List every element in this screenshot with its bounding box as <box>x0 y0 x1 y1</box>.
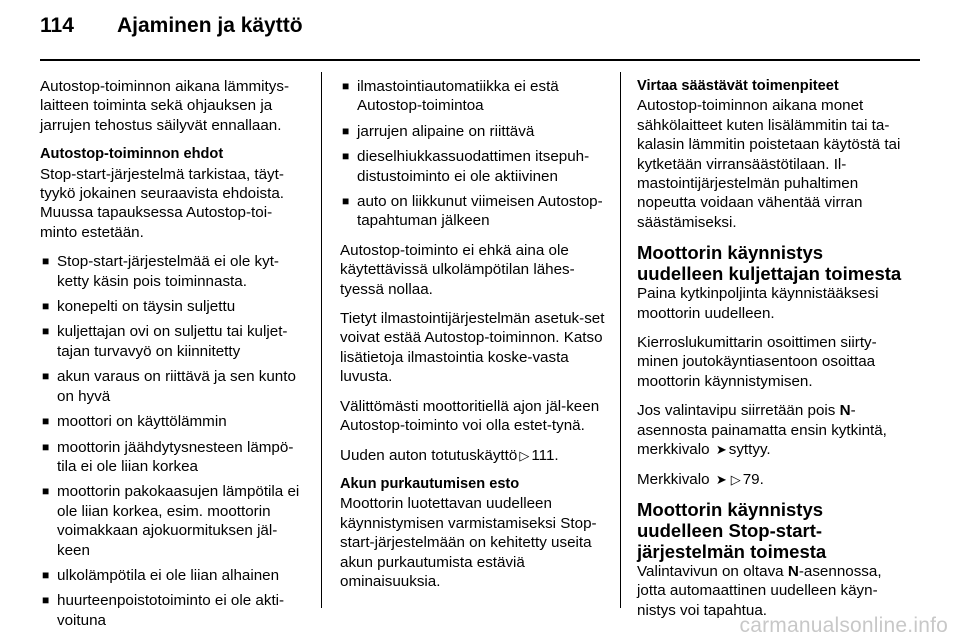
conditions-intro: Stop-start-järjestelmä tarkistaa, täyt-tyykö jokainen seuraavista ehdoista. Muussa tapauksessa Autostop-toi-minto estetään. <box>40 165 284 241</box>
saving-heading: Virtaa säästävät toimenpiteet <box>637 78 839 94</box>
restart-driver-p1: Paina kytkinpoljinta käynnistääksesi moottorin uudelleen. <box>637 285 879 322</box>
column-divider-1 <box>321 72 322 608</box>
bullet-icon: ■ <box>42 254 50 269</box>
auto-stop-indicator-icon: ➤ <box>715 471 727 487</box>
battery-heading: Akun purkautumisen esto <box>340 475 520 492</box>
list-item: ■ moottorin jäähdytysnesteen lämpö-tila ei ole liian korkea <box>42 438 294 475</box>
paragraph-climate: Tietyt ilmastointijärjestelmän asetuk-set voivat estää Autostop-toiminnon. Katso lisätietoja ilmastointia koske-vasta luvusta. <box>340 310 605 386</box>
list-item: ■ konepelti on täysin suljettu <box>42 298 236 316</box>
intro-paragraph: Autostop-toiminnon aikana lämmitys-laitteen toiminta sekä ohjauksen ja jarrujen tehostus säilyvät ennallaan. <box>40 78 290 134</box>
list-item: ■ Stop-start-järjestelmää ei ole kyt-ketty käsin pois toiminnasta. <box>42 253 279 290</box>
column-2 <box>340 77 608 601</box>
conditions-list <box>40 252 308 630</box>
conditions-list-continued <box>340 77 608 231</box>
watermark: carmanualsonline.info <box>739 614 948 637</box>
restart-driver-p3: Jos valintavipu siirretään pois N-asennosta painamatta ensin kytkintä, merkkivalo ➤ syttyy. <box>637 402 887 459</box>
list-item: ■ dieselhiukkassuodattimen itsepuh-distustoiminto ei ole aktiivinen <box>342 148 590 185</box>
bullet-icon: ■ <box>42 484 50 499</box>
restart-driver-p2: Kierroslukumittarin osoittimen siirty-minen joutokäyntiasentoon osoittaa moottorin käynnistymisen. <box>637 334 877 390</box>
list-item: ■ jarrujen alipaine on riittävä <box>342 122 535 140</box>
list-item: ■ ilmastointiautomatiikka ei estä Autostop-toimintoa <box>342 78 559 115</box>
restart-system-heading: Moottorin käynnistys uudelleen Stop-start-järjestelmän toimesta <box>637 498 827 562</box>
bullet-icon: ■ <box>42 324 50 339</box>
restart-driver-heading: Moottorin käynnistys uudelleen kuljettajan toimesta <box>637 242 902 285</box>
restart-system-paragraph: Valintavivun on oltava N-asennossa, jotta automaattinen uudelleen käyn-nistys voi tapahtua. <box>637 562 882 619</box>
page-header <box>40 14 303 50</box>
page-reference-link[interactable]: 111. <box>531 446 559 464</box>
restart-driver-p4: Merkkivalo ➤ ▷ 79. <box>637 470 764 488</box>
saving-paragraph: Autostop-toiminnon aikana monet sähkölaitteet kuten lisälämmitin tai ta-kalasin lämmitin poistetaan käytöstä tai kytketään virransäästötilaan. Il-mastointijärjestelmän puhaltimen nopeutta voidaan vähentää virran säästämiseksi. <box>637 97 901 231</box>
bullet-icon: ■ <box>342 79 350 93</box>
paragraph-highway: Välittömästi moottoritiellä ajon jäl-keen Autostop-toiminto voi olla estet-tynä. <box>340 397 600 435</box>
bullet-icon: ■ <box>42 299 50 314</box>
list-item: ■ moottorin pakokaasujen lämpötila ei ole liian korkea, esim. moottorin voimakkaan ajokuormituksen jäl-keen <box>42 483 300 559</box>
header-rule <box>40 59 920 61</box>
list-item: ■ huurteenpoistotoiminto ei ole akti-voituna <box>42 592 285 629</box>
column-3 <box>637 77 907 630</box>
list-item: ■ auto on liikkunut viimeisen Autostop-tapahtuman jälkeen <box>342 193 603 230</box>
chapter-title: Ajaminen ja käyttö <box>117 14 303 37</box>
bullet-icon: ■ <box>342 149 350 164</box>
list-item: ■ ulkolämpötila ei ole liian alhainen <box>42 566 280 584</box>
list-item: ■ kuljettajan ovi on suljettu tai kuljet-tajan turvavyö on kiinnitetty <box>42 323 288 360</box>
page-reference-icon: ▷ <box>519 447 530 463</box>
bullet-icon: ■ <box>42 439 50 454</box>
battery-paragraph: Moottorin luotettavan uudelleen käynnistymisen varmistamiseksi Stop-start-järjestelmään on kehitetty useita akun purkautumista estäviä ominaisuuksia. <box>340 495 597 590</box>
bullet-icon: ■ <box>42 369 50 384</box>
column-1 <box>40 77 308 640</box>
paragraph-break-in: Uuden auton totutuskäyttö ▷ 111. <box>340 446 559 464</box>
bullet-icon: ■ <box>42 593 50 608</box>
auto-stop-indicator-icon: ➤ <box>715 442 727 458</box>
conditions-heading: Autostop-toiminnon ehdot <box>40 146 224 163</box>
column-divider-2 <box>620 72 621 608</box>
list-item: ■ moottori on käyttölämmin <box>42 413 227 431</box>
page-number: 114 <box>40 14 74 37</box>
page-reference-link[interactable]: 79. <box>742 470 764 488</box>
list-item: ■ akun varaus on riittävä ja sen kunto on hyvä <box>42 368 296 405</box>
page-reference-icon: ▷ <box>730 471 741 487</box>
bullet-icon: ■ <box>42 414 50 429</box>
bullet-icon: ■ <box>342 194 350 209</box>
bullet-icon: ■ <box>342 123 350 138</box>
paragraph-temperature: Autostop-toiminto ei ehkä aina ole käytettävissä ulkolämpötilan lähes-tyessä nollaa. <box>340 241 575 298</box>
bullet-icon: ■ <box>42 567 50 582</box>
